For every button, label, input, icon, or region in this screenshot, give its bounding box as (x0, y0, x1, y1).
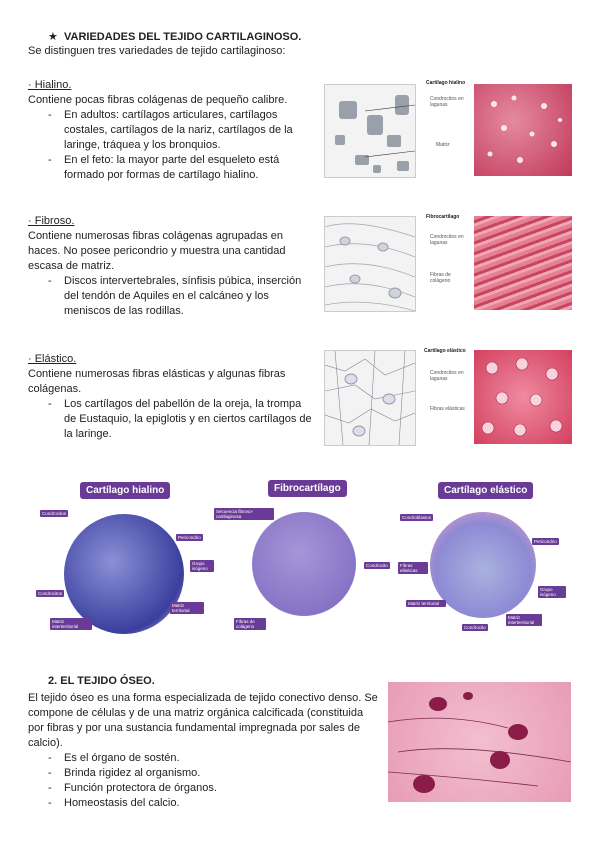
elastico-micrograph (474, 350, 572, 444)
list-item: - En adultos: cartílagos articulares, cartílagos costales, cartílagos de la nariz, cartílagos de la laringe, tráquea y los bronquios. (28, 108, 313, 153)
cartilage-panel (28, 478, 573, 648)
tag: Condrocito (366, 563, 388, 568)
hialino-drawing-svg (325, 85, 415, 177)
list-item: - Función protectora de órganos. (28, 781, 378, 796)
tag: Pericondrio (534, 539, 557, 544)
fibroso-drawing (324, 216, 416, 312)
fibro-circle (252, 512, 356, 616)
elastico-fig-title: Cartílago elástico (424, 348, 466, 354)
elastico-title: · Elástico. (28, 353, 77, 365)
elastico-micrograph-svg (474, 350, 572, 444)
tag: Fibras elásticas (398, 562, 428, 574)
fibroso-list (28, 274, 313, 319)
hialino-figure (324, 80, 572, 178)
list-item: - Homeostasis del calcio. (28, 796, 378, 811)
tag: Secuencia fibroso-cartilaginosa (214, 508, 274, 520)
section2-heading: 2. EL TEJIDO ÓSEO. (48, 675, 155, 687)
section-heading-text: VARIEDADES DEL TEJIDO CARTILAGINOSO. (64, 31, 302, 43)
tag: Condrocitos (42, 511, 67, 516)
list-item: - Discos intervertebrales, sínfisis púbica, inserción del tendón de Aquiles en el calcáneo y los meniscos de las rodillas. (28, 274, 313, 319)
hialino-block (28, 78, 313, 183)
hialino-micrograph (474, 84, 572, 176)
panel-title-elastico: Cartílago elástico (438, 482, 533, 499)
elastico-fig-label-1: Condrocitos en lagunas (430, 370, 464, 382)
tag: Condrocito (464, 625, 486, 630)
list-item: - Es el órgano de sostén. (28, 751, 378, 766)
fibroso-micrograph (474, 216, 572, 310)
section-intro: Se distinguen tres variedades de tejido cartilaginoso: (28, 45, 286, 57)
bone-micrograph-svg (388, 682, 571, 802)
tag: Matriz interterritorial (50, 618, 92, 630)
elastico-desc: Contiene numerosas fibras elásticas y algunas fibras colágenas. (28, 368, 286, 395)
section2-list (28, 751, 378, 811)
hialino-fig-label-1: Condrocitos en lagunas (430, 96, 464, 108)
hialino-circle (64, 514, 184, 634)
star-icon: ★ (48, 31, 58, 43)
panel-title-hialino: Cartílago hialino (80, 482, 170, 499)
hialino-title: · Hialino. (28, 79, 72, 91)
tag: Condrocitos (38, 591, 63, 596)
tag: Condroblastos (402, 515, 432, 520)
fibroso-title: · Fibroso. (28, 215, 75, 227)
section-heading (48, 30, 301, 43)
elastico-drawing (324, 350, 416, 446)
hialino-desc: Contiene pocas fibras colágenas de pequeño calibre. (28, 94, 288, 106)
list-item: - Los cartílagos del pabellón de la oreja, la trompa de Eustaquio, la epiglotis y en ciertos cartílagos de la laringe. (28, 397, 313, 442)
hialino-fig-title: Cartílago hialino (426, 80, 466, 86)
hialino-fig-label-2: Matriz (436, 142, 450, 148)
hialino-drawing (324, 84, 416, 178)
elastico-drawing-svg (325, 351, 415, 445)
elastico-list (28, 397, 313, 442)
tag: Matriz interterritorial (506, 614, 542, 626)
fibroso-fig-title: Fibrocartílago (426, 214, 460, 220)
tag: Fibras de colágeno (234, 618, 266, 630)
list-item: - En el feto: la mayor parte del esqueleto está formado por formas de cartílago hialino. (28, 153, 313, 183)
elastico-fig-label-2: Fibras elásticas (430, 406, 465, 412)
tag: Matriz territorial (170, 602, 204, 614)
tag: Grupo isógeno (538, 586, 566, 598)
bone-micrograph (388, 682, 571, 802)
panel-title-fibro: Fibrocartílago (268, 480, 347, 497)
fibroso-fig-label-1: Condrocitos en lagunas (430, 234, 464, 246)
fibroso-desc: Contiene numerosas fibras colágenas agrupadas en haces. No posee pericondrio y muestra una cantidad escasa de matriz. (28, 230, 286, 272)
elastico-figure (324, 346, 572, 444)
fibroso-figure (324, 212, 572, 310)
fibroso-fig-label-2: Fibras de colágeno (430, 272, 451, 284)
tag: Pericondrio (178, 535, 201, 540)
list-item: - Brinda rigidez al organismo. (28, 766, 378, 781)
section2-desc: El tejido óseo es una forma especializada de tejido conectivo denso. Se compone de células y de una matriz orgánica calcificada (constituida por fibras y por una sustancia fundamental impregnada por sales de calcio). (28, 692, 378, 749)
tag: Grupo isógeno (190, 560, 214, 572)
hialino-micrograph-svg (474, 84, 572, 176)
section2-block (28, 691, 378, 811)
hialino-list (28, 108, 313, 183)
tag: Matriz territorial (406, 600, 446, 607)
elastico-block (28, 352, 313, 442)
fibroso-block (28, 214, 313, 319)
fibroso-drawing-svg (325, 217, 415, 311)
